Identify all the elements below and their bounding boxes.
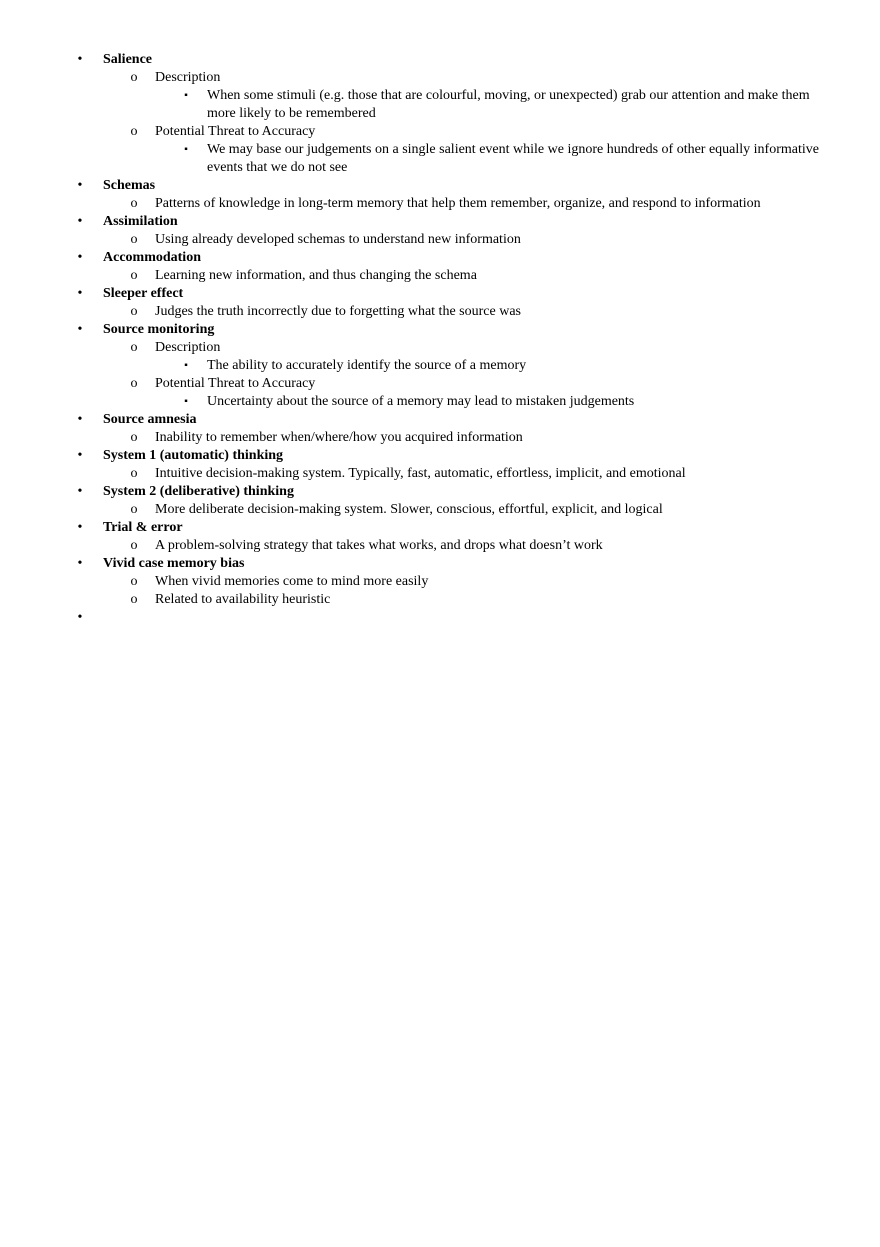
- bullet-level-2: o: [130, 124, 138, 139]
- bullet-level-1: •: [77, 556, 83, 571]
- bullet-level-1: •: [77, 286, 83, 301]
- detail-item-text: The ability to accurately identify the source of a memory: [207, 358, 527, 373]
- detail-item-text: When some stimuli (e.g. those that are colourful, moving, or unexpected) grab our attention and make them more likely to be remembered: [207, 88, 810, 121]
- glossary-outline: [0, 51, 880, 627]
- sub-item-text: A problem-solving strategy that takes what works, and drops what doesn’t work: [155, 538, 603, 553]
- bullet-level-1: •: [77, 610, 83, 625]
- sub-item: [103, 537, 880, 555]
- bullet-level-1: •: [77, 412, 83, 427]
- sub-item-text: Potential Threat to Accuracy: [155, 376, 316, 391]
- bullet-level-2: o: [130, 70, 138, 85]
- bullet-level-2: o: [130, 304, 138, 319]
- bullet-level-2: o: [130, 592, 138, 607]
- sub-item: [103, 123, 880, 177]
- sub-item: [103, 573, 880, 591]
- sub-item-text: Judges the truth incorrectly due to forgetting what the source was: [155, 304, 521, 319]
- sub-list: [103, 267, 880, 285]
- term-item: [0, 249, 880, 285]
- sub-item-text: Using already developed schemas to understand new information: [155, 232, 521, 247]
- sub-item: [103, 69, 880, 123]
- bullet-level-2: o: [130, 538, 138, 553]
- sub-list: [103, 195, 880, 213]
- sub-list: [103, 573, 880, 609]
- term-item: [0, 177, 880, 213]
- term-item: [0, 285, 880, 321]
- term-item: [0, 555, 880, 609]
- bullet-level-2: o: [130, 430, 138, 445]
- sub-list: [103, 339, 880, 411]
- bullet-level-2: o: [130, 376, 138, 391]
- detail-item: [155, 357, 827, 375]
- bullet-level-1: •: [77, 250, 83, 265]
- term-heading: Trial & error: [103, 520, 183, 535]
- detail-list: [155, 357, 880, 375]
- term-heading: Salience: [103, 52, 152, 67]
- bullet-level-2: o: [130, 340, 138, 355]
- sub-list: [103, 69, 880, 177]
- term-item: [0, 519, 880, 555]
- sub-list: [103, 231, 880, 249]
- sub-item-text: More deliberate decision-making system. Slower, conscious, effortful, explicit, and logical: [155, 502, 663, 517]
- bullet-level-1: •: [77, 484, 83, 499]
- bullet-level-2: o: [130, 502, 138, 517]
- bullet-level-3: ▪: [184, 360, 188, 371]
- bullet-level-1: •: [77, 322, 83, 337]
- detail-item: [155, 393, 827, 411]
- term-heading: [103, 610, 107, 625]
- sub-item-text: Description: [155, 340, 221, 355]
- term-heading: Sleeper effect: [103, 286, 184, 301]
- sub-item: [103, 267, 880, 285]
- term-heading: Accommodation: [103, 250, 201, 265]
- term-item: [0, 609, 880, 627]
- bullet-level-2: o: [130, 196, 138, 211]
- sub-item: [103, 339, 880, 375]
- sub-item-text: Related to availability heuristic: [155, 592, 331, 607]
- sub-list: [103, 501, 880, 519]
- sub-item: [103, 231, 880, 249]
- sub-item: [103, 501, 880, 519]
- term-item: [0, 411, 880, 447]
- detail-item: [155, 87, 827, 123]
- sub-item-text: Potential Threat to Accuracy: [155, 124, 316, 139]
- sub-list: [103, 465, 880, 483]
- detail-item-text: We may base our judgements on a single salient event while we ignore hundreds of other equally informative events that we do not see: [207, 142, 819, 175]
- sub-item: [103, 429, 880, 447]
- term-item: [0, 213, 880, 249]
- sub-item: [103, 195, 880, 213]
- sub-item-text: Patterns of knowledge in long-term memory that help them remember, organize, and respond to information: [155, 196, 761, 211]
- term-heading: System 2 (deliberative) thinking: [103, 484, 294, 499]
- term-heading: Source monitoring: [103, 322, 215, 337]
- bullet-level-1: •: [77, 214, 83, 229]
- sub-item-text: Inability to remember when/where/how you acquired information: [155, 430, 523, 445]
- sub-item-text: When vivid memories come to mind more easily: [155, 574, 429, 589]
- term-heading: Source amnesia: [103, 412, 197, 427]
- bullet-level-1: •: [77, 448, 83, 463]
- bullet-level-3: ▪: [184, 396, 188, 407]
- sub-item-text: Intuitive decision-making system. Typically, fast, automatic, effortless, implicit, and emotional: [155, 466, 686, 481]
- sub-item-text: Description: [155, 70, 221, 85]
- sub-list: [103, 429, 880, 447]
- term-heading: System 1 (automatic) thinking: [103, 448, 284, 463]
- bullet-level-2: o: [130, 574, 138, 589]
- detail-list: [155, 87, 880, 123]
- term-heading: Vivid case memory bias: [103, 556, 245, 571]
- term-heading: Assimilation: [103, 214, 178, 229]
- term-item: [0, 483, 880, 519]
- sub-item: [103, 591, 880, 609]
- bullet-level-2: o: [130, 268, 138, 283]
- bullet-level-2: o: [130, 466, 138, 481]
- bullet-level-1: •: [77, 178, 83, 193]
- bullet-level-3: ▪: [184, 144, 188, 155]
- detail-list: [155, 141, 880, 177]
- bullet-level-1: •: [77, 52, 83, 67]
- sub-list: [103, 537, 880, 555]
- sub-item: [103, 375, 880, 411]
- sub-item: [103, 465, 880, 483]
- bullet-level-3: ▪: [184, 90, 188, 101]
- detail-item: [155, 141, 827, 177]
- sub-item: [103, 303, 880, 321]
- term-heading: Schemas: [103, 178, 156, 193]
- term-item: [0, 447, 880, 483]
- bullet-level-1: •: [77, 520, 83, 535]
- bullet-level-2: o: [130, 232, 138, 247]
- detail-item-text: Uncertainty about the source of a memory may lead to mistaken judgements: [207, 394, 635, 409]
- sub-list: [103, 303, 880, 321]
- term-item: [0, 321, 880, 411]
- term-item: [0, 51, 880, 177]
- detail-list: [155, 393, 880, 411]
- sub-item-text: Learning new information, and thus changing the schema: [155, 268, 477, 283]
